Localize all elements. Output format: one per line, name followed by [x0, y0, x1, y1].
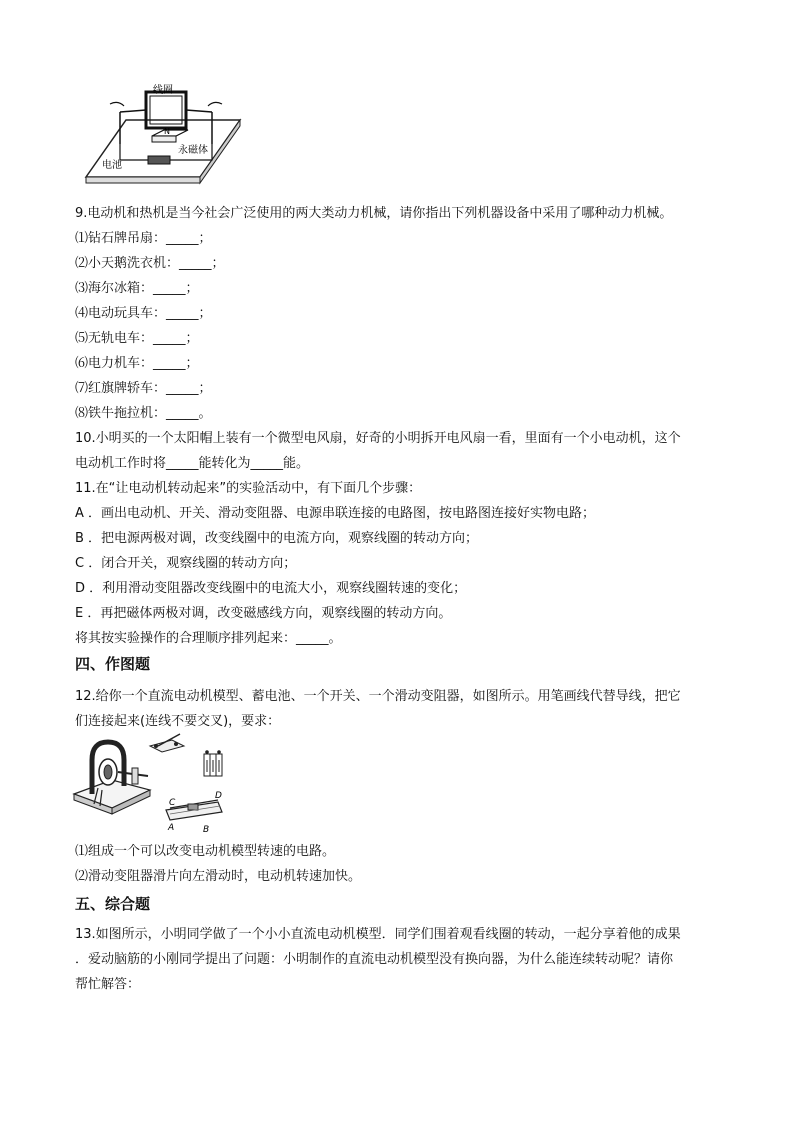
q9-item-3: ⑶海尔冰箱：_____； [75, 281, 199, 296]
coil-label: 线圈 [153, 85, 173, 96]
q9-item-7: ⑺红旗牌轿车：_____； [75, 381, 212, 396]
q13-line-1: 13.如图所示，小明同学做了一个小小直流电动机模型．同学们围着观看线圈的转动，一起分享着他的成果 [75, 927, 681, 942]
q11-step-d: D ．利用滑动变阻器改变线圈中的电流大小，观察线圈转速的变化； [75, 581, 467, 596]
q9-item-1: ⑴钻石牌吊扇：_____； [75, 231, 212, 246]
q11-step-a: A ．画出电动机、开关、滑动变阻器、电源串联连接的电路图，按电路图连接好实物电路； [75, 506, 596, 521]
battery-label: 电池 [102, 160, 122, 171]
dc-motor-model [74, 742, 150, 814]
q11-step-c: C ．闭合开关，观察线圈的转动方向； [75, 556, 297, 571]
q12-line-1: 12.给你一个直流电动机模型、蓄电池、一个开关、一个滑动变阻器，如图所示。用笔画线代替导线，把它 [75, 689, 681, 704]
q11-step-b: B ．把电源两极对调，改变线圈中的电流方向，观察线圈的转动方向； [75, 531, 479, 546]
magnet-label: 永磁体 [178, 145, 208, 156]
q12-requirement-2: ⑵滑动变阻器滑片向左滑动时，电动机转速加快。 [75, 869, 362, 884]
q9-item-5: ⑸无轨电车：_____； [75, 331, 199, 346]
motor-coil-figure [80, 82, 245, 187]
terminal-a-label: A [168, 823, 175, 833]
q9-item-4: ⑷电动玩具车：_____； [75, 306, 212, 321]
terminal-c-label: C [169, 798, 176, 808]
q11-stem: 11.在“让电动机转动起来”的实验活动中，有下面几个步骤： [75, 481, 422, 496]
q9-item-6: ⑹电力机车：_____； [75, 356, 199, 371]
section-heading-5: 五、综合题 [75, 895, 151, 913]
q9-item-8: ⑻铁牛拖拉机：_____。 [75, 406, 212, 421]
magnet [152, 130, 188, 142]
circuit-components-figure [72, 732, 242, 836]
q12-requirement-1: ⑴组成一个可以改变电动机模型转速的电路。 [75, 844, 336, 859]
terminal-d-label: D [215, 791, 222, 801]
q9-item-2: ⑵小天鹅洗衣机：_____； [75, 256, 225, 271]
terminal-b-label: B [203, 825, 210, 835]
knife-switch [150, 734, 184, 752]
q10-line-1: 10.小明买的一个太阳帽上装有一个微型电风扇，好奇的小明拆开电风扇一看，里面有一个小电动机，这个 [75, 431, 681, 446]
q12-line-2: 们连接起来(连线不要交叉)，要求： [75, 714, 281, 729]
q10-line-2: 电动机工作时将_____能转化为_____能。 [75, 456, 310, 471]
q13-line-2: ．爱动脑筋的小刚同学提出了问题：小明制作的直流电动机模型没有换向器，为什么能连续转动呢？请你 [75, 952, 674, 967]
q9-stem: 9.电动机和热机是当今社会广泛使用的两大类动力机械，请你指出下列机器设备中采用了哪种动力机械。 [75, 206, 673, 221]
battery-pack [204, 750, 222, 776]
q11-step-e: E ．再把磁体两极对调，改变磁感线方向，观察线圈的转动方向。 [75, 606, 452, 621]
q13-line-3: 帮忙解答： [75, 977, 141, 992]
q11-answer: 将其按实验操作的合理顺序排列起来：_____。 [75, 631, 342, 646]
section-heading-4: 四、作图题 [75, 655, 151, 673]
n-pole-label: N [164, 127, 170, 136]
